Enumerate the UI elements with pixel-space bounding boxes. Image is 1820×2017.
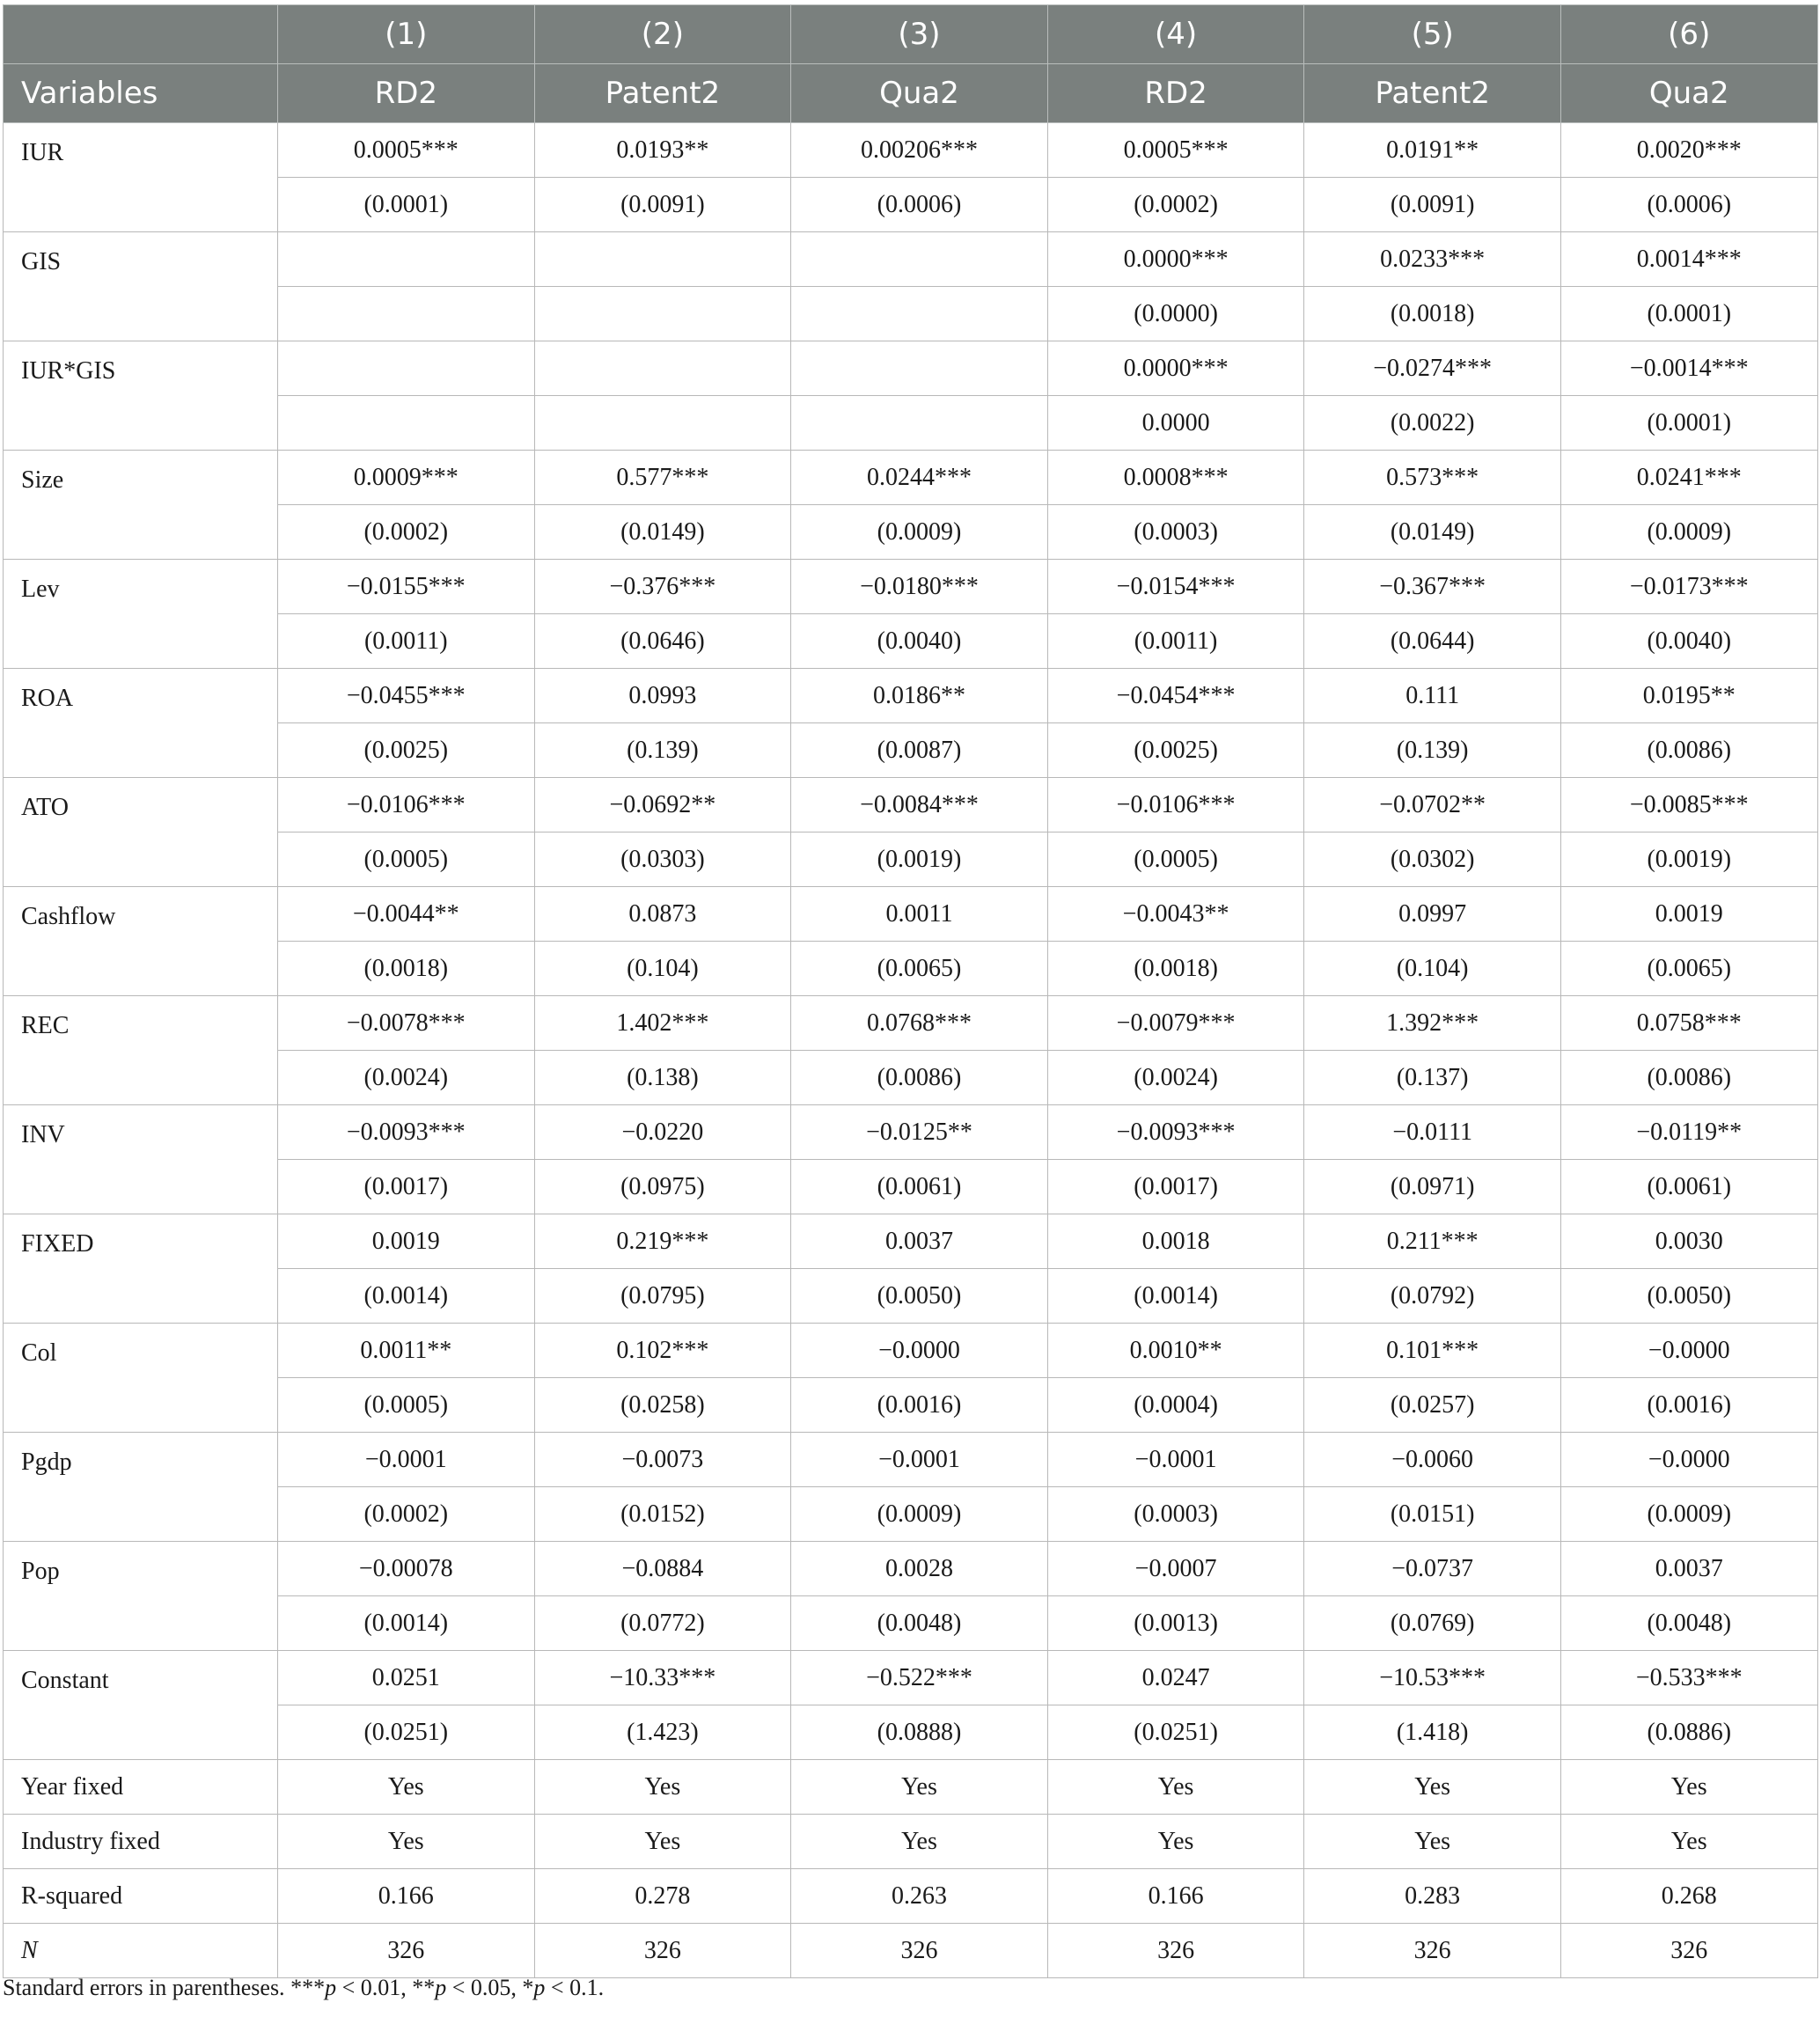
regression-table-container: [3, 4, 1817, 1978]
variable-name: IUR*GIS: [4, 341, 278, 451]
coefficient-cell: −0.00078: [278, 1542, 535, 1596]
coefficient-cell: 0.0191**: [1304, 123, 1561, 178]
summary-value: Yes: [1304, 1815, 1561, 1869]
standard-error-cell: (0.0006): [791, 178, 1048, 232]
table-row-summary: [4, 1869, 1818, 1924]
summary-value: 326: [534, 1924, 791, 1978]
standard-error-cell: (0.0025): [1047, 723, 1304, 778]
summary-value: 0.283: [1304, 1869, 1561, 1924]
summary-value: 0.166: [278, 1869, 535, 1924]
table-row-coefficients: [4, 1324, 1818, 1378]
table-row-coefficients: [4, 1542, 1818, 1596]
coefficient-cell: 0.0000***: [1047, 341, 1304, 396]
coefficient-cell: −0.0702**: [1304, 778, 1561, 832]
coefficient-cell: −0.0093***: [278, 1105, 535, 1160]
standard-error-cell: (0.0002): [278, 505, 535, 560]
coefficient-cell: 0.0241***: [1560, 451, 1817, 505]
header-model-number: (4): [1047, 5, 1304, 64]
coefficient-cell: −10.33***: [534, 1651, 791, 1705]
summary-value: Yes: [1047, 1760, 1304, 1815]
coefficient-cell: −10.53***: [1304, 1651, 1561, 1705]
summary-label: Year fixed: [4, 1760, 278, 1815]
header-variables-label: Variables: [4, 64, 278, 123]
coefficient-cell: −0.0155***: [278, 560, 535, 614]
summary-value: Yes: [791, 1815, 1048, 1869]
coefficient-cell: −0.533***: [1560, 1651, 1817, 1705]
table-row-coefficients: [4, 560, 1818, 614]
footnote-p-2: p: [435, 1975, 447, 2000]
coefficient-cell: 0.0233***: [1304, 232, 1561, 287]
coefficient-cell: −0.0111: [1304, 1105, 1561, 1160]
coefficient-cell: 0.0247: [1047, 1651, 1304, 1705]
standard-error-cell: (0.0004): [1047, 1378, 1304, 1433]
standard-error-cell: (0.0025): [278, 723, 535, 778]
coefficient-cell: −0.0180***: [791, 560, 1048, 614]
footnote-p-3: p: [533, 1975, 546, 2000]
header-model-number: (5): [1304, 5, 1561, 64]
footnote-threshold-3: < 0.1.: [545, 1975, 605, 2000]
summary-value: 326: [1304, 1924, 1561, 1978]
coefficient-cell: −0.0455***: [278, 669, 535, 723]
standard-error-cell: (0.0888): [791, 1705, 1048, 1760]
standard-error-cell: (0.0050): [1560, 1269, 1817, 1324]
standard-error-cell: (0.104): [1304, 942, 1561, 996]
coefficient-cell: −0.0079***: [1047, 996, 1304, 1051]
standard-error-cell: (0.0003): [1047, 1487, 1304, 1542]
coefficient-cell: −0.0119**: [1560, 1105, 1817, 1160]
header-dependent-variable: Qua2: [791, 64, 1048, 123]
coefficient-cell: −0.0000: [1560, 1433, 1817, 1487]
variable-name: Pop: [4, 1542, 278, 1651]
coefficient-cell: 0.101***: [1304, 1324, 1561, 1378]
standard-error-cell: (0.0646): [534, 614, 791, 669]
header-model-number: (6): [1560, 5, 1817, 64]
variable-name: INV: [4, 1105, 278, 1214]
summary-value: 326: [791, 1924, 1048, 1978]
header-model-number: (1): [278, 5, 535, 64]
coefficient-cell: −0.0043**: [1047, 887, 1304, 942]
standard-error-cell: (0.0002): [1047, 178, 1304, 232]
table-row-coefficients: [4, 1214, 1818, 1269]
coefficient-cell: 0.0768***: [791, 996, 1048, 1051]
standard-error-cell: (0.0048): [791, 1596, 1048, 1651]
coefficient-cell: 0.0195**: [1560, 669, 1817, 723]
footnote-stars-3: *: [522, 1975, 534, 2000]
summary-label: N: [4, 1924, 278, 1978]
coefficient-cell: −0.0085***: [1560, 778, 1817, 832]
table-row-coefficients: [4, 451, 1818, 505]
table-row-coefficients: [4, 1433, 1818, 1487]
coefficient-cell: 0.0018: [1047, 1214, 1304, 1269]
coefficient-cell: 0.0030: [1560, 1214, 1817, 1269]
header-model-number: (2): [534, 5, 791, 64]
standard-error-cell: (0.138): [534, 1051, 791, 1105]
standard-error-cell: [534, 396, 791, 451]
table-row-coefficients: [4, 123, 1818, 178]
coefficient-cell: −0.0014***: [1560, 341, 1817, 396]
coefficient-cell: [534, 232, 791, 287]
standard-error-cell: (0.0251): [278, 1705, 535, 1760]
standard-error-cell: 0.0000: [1047, 396, 1304, 451]
standard-error-cell: (0.0009): [1560, 1487, 1817, 1542]
coefficient-cell: 1.392***: [1304, 996, 1561, 1051]
coefficient-cell: 0.0000***: [1047, 232, 1304, 287]
coefficient-cell: 0.0020***: [1560, 123, 1817, 178]
standard-error-cell: (0.0792): [1304, 1269, 1561, 1324]
variable-name: IUR: [4, 123, 278, 232]
summary-value: 0.268: [1560, 1869, 1817, 1924]
standard-error-cell: (0.0091): [1304, 178, 1561, 232]
standard-error-cell: (0.0016): [1560, 1378, 1817, 1433]
coefficient-cell: 1.402***: [534, 996, 791, 1051]
summary-label: Industry fixed: [4, 1815, 278, 1869]
standard-error-cell: (0.0003): [1047, 505, 1304, 560]
table-row-summary: [4, 1924, 1818, 1978]
coefficient-cell: 0.0011: [791, 887, 1048, 942]
header-model-number: (3): [791, 5, 1048, 64]
standard-error-cell: (0.0258): [534, 1378, 791, 1433]
coefficient-cell: −0.376***: [534, 560, 791, 614]
standard-error-cell: (0.139): [1304, 723, 1561, 778]
table-row-coefficients: [4, 1105, 1818, 1160]
table-row-coefficients: [4, 341, 1818, 396]
coefficient-cell: −0.0274***: [1304, 341, 1561, 396]
summary-value: 326: [1560, 1924, 1817, 1978]
standard-error-cell: (0.0086): [1560, 723, 1817, 778]
coefficient-cell: [791, 232, 1048, 287]
variable-name: Col: [4, 1324, 278, 1433]
standard-error-cell: [278, 396, 535, 451]
coefficient-cell: 0.0186**: [791, 669, 1048, 723]
standard-error-cell: (0.0001): [278, 178, 535, 232]
standard-error-cell: (0.0013): [1047, 1596, 1304, 1651]
coefficient-cell: 0.0014***: [1560, 232, 1817, 287]
table-row-coefficients: [4, 996, 1818, 1051]
standard-error-cell: (0.0017): [1047, 1160, 1304, 1214]
standard-error-cell: (0.0086): [1560, 1051, 1817, 1105]
coefficient-cell: 0.0244***: [791, 451, 1048, 505]
standard-error-cell: (0.0040): [1560, 614, 1817, 669]
standard-error-cell: (0.0061): [1560, 1160, 1817, 1214]
table-row-summary: [4, 1760, 1818, 1815]
coefficient-cell: [278, 232, 535, 287]
variable-name: REC: [4, 996, 278, 1105]
coefficient-cell: 0.573***: [1304, 451, 1561, 505]
standard-error-cell: (0.0022): [1304, 396, 1561, 451]
standard-error-cell: (0.0018): [1304, 287, 1561, 341]
coefficient-cell: −0.522***: [791, 1651, 1048, 1705]
header-row-numbers: [4, 5, 1818, 64]
standard-error-cell: [534, 287, 791, 341]
standard-error-cell: (0.0065): [791, 942, 1048, 996]
summary-value: Yes: [1560, 1760, 1817, 1815]
summary-value: 326: [278, 1924, 535, 1978]
summary-value: 326: [1047, 1924, 1304, 1978]
standard-error-cell: (0.139): [534, 723, 791, 778]
coefficient-cell: −0.0093***: [1047, 1105, 1304, 1160]
coefficient-cell: −0.0084***: [791, 778, 1048, 832]
table-row-coefficients: [4, 232, 1818, 287]
standard-error-cell: (0.0014): [1047, 1269, 1304, 1324]
summary-value: Yes: [534, 1760, 791, 1815]
standard-error-cell: (0.0014): [278, 1269, 535, 1324]
coefficient-cell: −0.0000: [791, 1324, 1048, 1378]
summary-value: Yes: [1304, 1760, 1561, 1815]
standard-error-cell: (0.0005): [278, 1378, 535, 1433]
standard-error-cell: (0.0019): [1560, 832, 1817, 887]
coefficient-cell: 0.0005***: [278, 123, 535, 178]
standard-error-cell: (0.0009): [1560, 505, 1817, 560]
footnote-threshold-1: < 0.01,: [336, 1975, 413, 2000]
summary-value: Yes: [1047, 1815, 1304, 1869]
coefficient-cell: 0.0037: [1560, 1542, 1817, 1596]
coefficient-cell: 0.577***: [534, 451, 791, 505]
standard-error-cell: (0.0795): [534, 1269, 791, 1324]
footnote-threshold-2: < 0.05,: [446, 1975, 523, 2000]
standard-error-cell: (1.418): [1304, 1705, 1561, 1760]
standard-error-cell: (0.0151): [1304, 1487, 1561, 1542]
coefficient-cell: −0.0044**: [278, 887, 535, 942]
variable-name: ROA: [4, 669, 278, 778]
standard-error-cell: (0.0257): [1304, 1378, 1561, 1433]
variable-name: Size: [4, 451, 278, 560]
header-dependent-variable: Patent2: [534, 64, 791, 123]
coefficient-cell: 0.0758***: [1560, 996, 1817, 1051]
standard-error-cell: (0.0050): [791, 1269, 1048, 1324]
coefficient-cell: [278, 341, 535, 396]
table-header: [4, 5, 1818, 123]
coefficient-cell: 0.0037: [791, 1214, 1048, 1269]
standard-error-cell: (0.0002): [278, 1487, 535, 1542]
coefficient-cell: 0.0193**: [534, 123, 791, 178]
coefficient-cell: −0.0125**: [791, 1105, 1048, 1160]
variable-name: Lev: [4, 560, 278, 669]
standard-error-cell: (0.0005): [278, 832, 535, 887]
table-footnote: [3, 1975, 604, 2001]
coefficient-cell: [534, 341, 791, 396]
variable-name: Pgdp: [4, 1433, 278, 1542]
variable-name: ATO: [4, 778, 278, 887]
variable-name: GIS: [4, 232, 278, 341]
summary-value: Yes: [1560, 1815, 1817, 1869]
coefficient-cell: −0.0000: [1560, 1324, 1817, 1378]
standard-error-cell: (0.0005): [1047, 832, 1304, 887]
summary-value: Yes: [278, 1815, 535, 1869]
standard-error-cell: (0.0009): [791, 505, 1048, 560]
standard-error-cell: (0.0014): [278, 1596, 535, 1651]
coefficient-cell: −0.0001: [791, 1433, 1048, 1487]
header-dependent-variable: Patent2: [1304, 64, 1561, 123]
coefficient-cell: −0.0001: [278, 1433, 535, 1487]
standard-error-cell: (0.0061): [791, 1160, 1048, 1214]
standard-error-cell: (0.0024): [278, 1051, 535, 1105]
variable-name: FIXED: [4, 1214, 278, 1324]
standard-error-cell: (0.0001): [1560, 396, 1817, 451]
coefficient-cell: 0.211***: [1304, 1214, 1561, 1269]
header-row-labels: [4, 64, 1818, 123]
coefficient-cell: −0.0007: [1047, 1542, 1304, 1596]
standard-error-cell: (0.0772): [534, 1596, 791, 1651]
coefficient-cell: −0.0073: [534, 1433, 791, 1487]
standard-error-cell: (0.0251): [1047, 1705, 1304, 1760]
standard-error-cell: (0.0149): [534, 505, 791, 560]
standard-error-cell: (0.137): [1304, 1051, 1561, 1105]
footnote-stars-2: **: [412, 1975, 436, 2000]
standard-error-cell: (0.0303): [534, 832, 791, 887]
coefficient-cell: −0.0001: [1047, 1433, 1304, 1487]
coefficient-cell: 0.0019: [1560, 887, 1817, 942]
coefficient-cell: 0.0993: [534, 669, 791, 723]
standard-error-cell: (0.0011): [278, 614, 535, 669]
standard-error-cell: (0.0644): [1304, 614, 1561, 669]
standard-error-cell: (0.0016): [791, 1378, 1048, 1433]
standard-error-cell: (0.0000): [1047, 287, 1304, 341]
coefficient-cell: 0.0251: [278, 1651, 535, 1705]
footnote-stars-1: ***: [290, 1975, 326, 2000]
table-row-summary: [4, 1815, 1818, 1869]
standard-error-cell: [791, 287, 1048, 341]
standard-error-cell: (0.0009): [791, 1487, 1048, 1542]
standard-error-cell: (0.0769): [1304, 1596, 1561, 1651]
regression-table: [3, 4, 1818, 1978]
coefficient-cell: 0.0005***: [1047, 123, 1304, 178]
footnote-p-1: p: [325, 1975, 337, 2000]
footnote-lead: Standard errors in parentheses.: [3, 1975, 291, 2000]
standard-error-cell: (0.0017): [278, 1160, 535, 1214]
header-dependent-variable: RD2: [278, 64, 535, 123]
coefficient-cell: 0.0019: [278, 1214, 535, 1269]
standard-error-cell: (1.423): [534, 1705, 791, 1760]
standard-error-cell: [791, 396, 1048, 451]
standard-error-cell: (0.0024): [1047, 1051, 1304, 1105]
coefficient-cell: 0.111: [1304, 669, 1561, 723]
coefficient-cell: −0.0106***: [278, 778, 535, 832]
table-row-coefficients: [4, 778, 1818, 832]
variable-name: Constant: [4, 1651, 278, 1760]
coefficient-cell: 0.00206***: [791, 123, 1048, 178]
standard-error-cell: (0.0886): [1560, 1705, 1817, 1760]
coefficient-cell: 0.0009***: [278, 451, 535, 505]
coefficient-cell: 0.0008***: [1047, 451, 1304, 505]
summary-value: Yes: [791, 1760, 1048, 1815]
coefficient-cell: [791, 341, 1048, 396]
summary-value: 0.263: [791, 1869, 1048, 1924]
summary-value: 0.166: [1047, 1869, 1304, 1924]
standard-error-cell: (0.0018): [1047, 942, 1304, 996]
summary-value: Yes: [278, 1760, 535, 1815]
coefficient-cell: −0.0154***: [1047, 560, 1304, 614]
standard-error-cell: (0.0091): [534, 178, 791, 232]
coefficient-cell: −0.0220: [534, 1105, 791, 1160]
standard-error-cell: (0.0302): [1304, 832, 1561, 887]
coefficient-cell: −0.0884: [534, 1542, 791, 1596]
coefficient-cell: −0.0454***: [1047, 669, 1304, 723]
coefficient-cell: −0.367***: [1304, 560, 1561, 614]
standard-error-cell: (0.0011): [1047, 614, 1304, 669]
coefficient-cell: 0.219***: [534, 1214, 791, 1269]
standard-error-cell: (0.0048): [1560, 1596, 1817, 1651]
coefficient-cell: −0.0173***: [1560, 560, 1817, 614]
table-row-coefficients: [4, 887, 1818, 942]
standard-error-cell: (0.0149): [1304, 505, 1561, 560]
standard-error-cell: (0.0019): [791, 832, 1048, 887]
variable-name: Cashflow: [4, 887, 278, 996]
standard-error-cell: (0.0001): [1560, 287, 1817, 341]
standard-error-cell: (0.0975): [534, 1160, 791, 1214]
coefficient-cell: −0.0692**: [534, 778, 791, 832]
coefficient-cell: 0.102***: [534, 1324, 791, 1378]
coefficient-cell: 0.0997: [1304, 887, 1561, 942]
header-corner: [4, 5, 278, 64]
coefficient-cell: 0.0011**: [278, 1324, 535, 1378]
coefficient-cell: −0.0060: [1304, 1433, 1561, 1487]
summary-value: Yes: [534, 1815, 791, 1869]
coefficient-cell: −0.0737: [1304, 1542, 1561, 1596]
summary-label: R-squared: [4, 1869, 278, 1924]
standard-error-cell: (0.0065): [1560, 942, 1817, 996]
coefficient-cell: 0.0873: [534, 887, 791, 942]
summary-value: 0.278: [534, 1869, 791, 1924]
coefficient-cell: 0.0010**: [1047, 1324, 1304, 1378]
table-body: [4, 123, 1818, 1978]
standard-error-cell: (0.104): [534, 942, 791, 996]
coefficient-cell: −0.0106***: [1047, 778, 1304, 832]
standard-error-cell: [278, 287, 535, 341]
standard-error-cell: (0.0152): [534, 1487, 791, 1542]
standard-error-cell: (0.0087): [791, 723, 1048, 778]
header-dependent-variable: RD2: [1047, 64, 1304, 123]
standard-error-cell: (0.0086): [791, 1051, 1048, 1105]
header-dependent-variable: Qua2: [1560, 64, 1817, 123]
coefficient-cell: 0.0028: [791, 1542, 1048, 1596]
standard-error-cell: (0.0006): [1560, 178, 1817, 232]
coefficient-cell: −0.0078***: [278, 996, 535, 1051]
standard-error-cell: (0.0040): [791, 614, 1048, 669]
table-row-coefficients: [4, 669, 1818, 723]
standard-error-cell: (0.0018): [278, 942, 535, 996]
table-row-coefficients: [4, 1651, 1818, 1705]
standard-error-cell: (0.0971): [1304, 1160, 1561, 1214]
